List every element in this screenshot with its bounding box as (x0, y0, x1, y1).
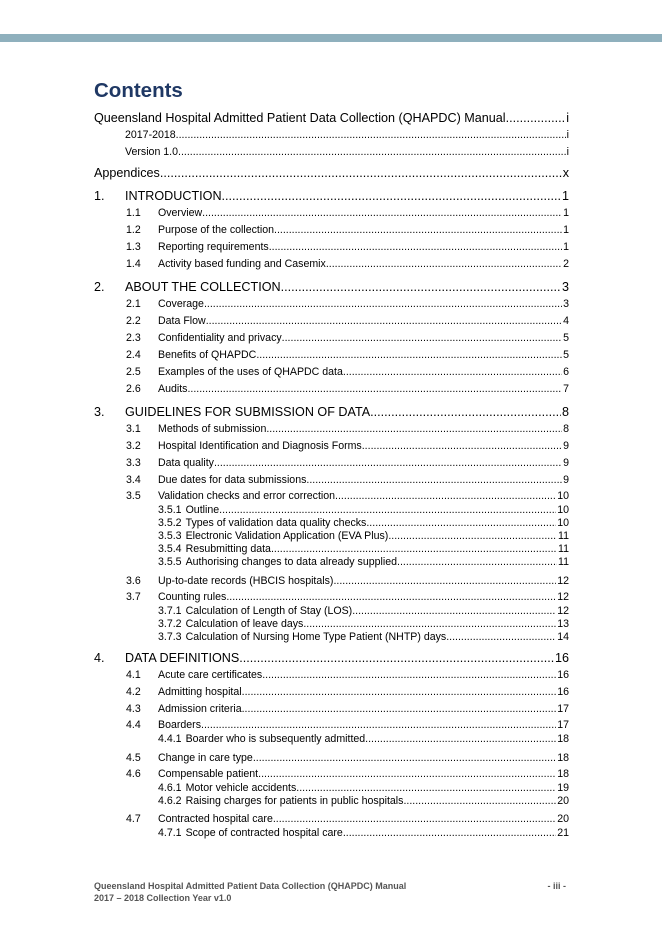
toc-subsubsection[interactable] (94, 530, 569, 543)
toc-page-number: 2 (563, 258, 569, 270)
toc-entry-title: GUIDELINES FOR SUBMISSION OF DATA (125, 405, 371, 419)
toc-dot-leader (271, 543, 557, 556)
toc-section[interactable] (94, 279, 569, 296)
toc-entry-number: 2.5 (126, 366, 141, 378)
toc-subsection[interactable] (94, 381, 569, 398)
toc-dot-leader (187, 381, 562, 398)
toc-page-number: 9 (563, 457, 569, 469)
toc-dot-leader (242, 684, 557, 701)
toc-dot-leader (296, 782, 556, 795)
toc-subsection[interactable] (94, 438, 569, 455)
toc-page-number: i (566, 111, 569, 125)
toc-entry-title: Motor vehicle accidents (185, 782, 297, 794)
toc-dot-leader (370, 404, 561, 421)
toc-dot-leader (239, 650, 554, 667)
toc-dot-leader (352, 605, 556, 618)
toc-entry-number: 3.3 (126, 457, 141, 469)
toc-page-number: 21 (557, 827, 569, 839)
toc-subsubsection[interactable] (94, 543, 569, 556)
toc-entry-title: Appendices (94, 166, 160, 180)
toc-entry-title: Confidentiality and privacy (158, 332, 282, 344)
toc-entry-number: 1. (94, 189, 105, 203)
toc-subsection[interactable] (94, 701, 569, 718)
toc-entry-number: 3.7.1 (158, 605, 182, 617)
toc-entry-number: 4. (94, 651, 105, 665)
toc-subsection[interactable] (94, 222, 569, 239)
toc-entry-number: 3.5.3 (158, 530, 182, 542)
toc-dot-leader (362, 438, 562, 455)
toc-entry-number: 3.5.1 (158, 504, 182, 516)
toc-page-number: 8 (563, 423, 569, 435)
toc-page-number: 5 (563, 349, 569, 361)
toc-entry-title: Methods of submission (158, 423, 267, 435)
toc-entry-number: 2.2 (126, 315, 141, 327)
toc-dot-leader (273, 812, 556, 827)
toc-entry-title: Calculation of leave days (185, 618, 304, 630)
toc-entry-number: 2.1 (126, 298, 141, 310)
toc-dot-leader (306, 472, 562, 489)
toc-dot-leader (274, 222, 562, 239)
toc-entry-title: Data quality (158, 457, 214, 469)
toc-subsubsection[interactable] (94, 733, 569, 746)
toc-entry-number: 4.6.2 (158, 795, 182, 807)
toc-dot-leader (343, 364, 562, 381)
toc-section[interactable] (94, 650, 569, 667)
toc-entry-title: Admission criteria (158, 703, 242, 715)
toc-entry-title: Audits (158, 383, 188, 395)
toc-subsection[interactable] (94, 684, 569, 701)
toc-entry-title: Validation checks and error correction (158, 490, 336, 502)
toc-dot-leader (326, 256, 562, 273)
toc-subsection[interactable] (94, 256, 569, 273)
toc-entry-number: 1.3 (126, 241, 141, 253)
toc-page-number: 18 (557, 768, 569, 780)
toc-entry-title: Version 1.0 (125, 146, 179, 158)
toc-front-entry[interactable] (94, 110, 569, 127)
toc-subsection[interactable] (94, 455, 569, 472)
toc-dot-leader (206, 313, 562, 330)
toc-entry-title: Acute care certificates (158, 669, 263, 681)
toc-entry-number: 2.6 (126, 383, 141, 395)
toc-page-number: 4 (563, 315, 569, 327)
toc-page-number: i (566, 129, 569, 141)
toc-page-number: 9 (563, 440, 569, 452)
toc-subsubsection[interactable] (94, 517, 569, 530)
toc-page-number: 16 (557, 686, 569, 698)
toc-page-number: 20 (557, 795, 569, 807)
toc-entry-title: Examples of the uses of QHAPDC data (158, 366, 343, 378)
toc-subsection[interactable] (94, 421, 569, 438)
toc-entry-number: 1.2 (126, 224, 141, 236)
toc-dot-leader (281, 279, 561, 296)
toc-dot-leader (201, 718, 556, 733)
toc-entry-number: 4.7 (126, 813, 141, 825)
toc-page-number: 14 (557, 631, 569, 643)
toc-entry-number: 3.2 (126, 440, 141, 452)
toc-entry-title: Electronic Validation Application (EVA Plus) (185, 530, 389, 542)
toc-dot-leader (242, 701, 557, 718)
toc-entry-title: Purpose of the collection (158, 224, 275, 236)
toc-entry-number: 1.1 (126, 207, 141, 219)
toc-front-subentry[interactable] (94, 127, 569, 144)
footer-page-number: - iii - (547, 881, 566, 891)
toc-entry-number: 3.5.5 (158, 556, 182, 568)
toc-entry-number: 4.7.1 (158, 827, 182, 839)
toc-entry-number: 3.6 (126, 575, 141, 587)
toc-entry-title: Resubmitting data (185, 543, 271, 555)
toc-dot-leader (303, 618, 556, 631)
toc-entry-number: 3.7 (126, 591, 141, 603)
toc-page-number: 11 (558, 543, 569, 555)
toc-page-number: 8 (561, 405, 569, 419)
toc-subsection[interactable] (94, 590, 569, 605)
toc-subsubsection[interactable] (94, 827, 569, 840)
toc-dot-leader (253, 750, 556, 767)
toc-subsection[interactable] (94, 489, 569, 504)
toc-page-number: 16 (554, 651, 569, 665)
toc-page-number: i (566, 146, 569, 158)
toc-entry-number: 4.1 (126, 669, 141, 681)
toc-entry-title: Counting rules (158, 591, 227, 603)
toc-subsection[interactable] (94, 296, 569, 313)
toc-dot-leader (222, 188, 561, 205)
toc-entry-number: 3.5 (126, 490, 141, 502)
toc-dot-leader (176, 127, 566, 144)
toc-entry-number: 3.4 (126, 474, 141, 486)
toc-subsection[interactable] (94, 767, 569, 782)
toc-entry-number: 4.3 (126, 703, 141, 715)
footer-manual-title: Queensland Hospital Admitted Patient Data Collection (QHAPDC) Manual (94, 881, 407, 891)
toc-page-number: 1 (561, 189, 569, 203)
toc-dot-leader (204, 296, 562, 313)
toc-entry-title: Up-to-date records (HBCIS hospitals) (158, 575, 334, 587)
toc-dot-leader (269, 239, 562, 256)
toc-entry-title: Benefits of QHAPDC (158, 349, 257, 361)
table-of-contents (94, 110, 569, 840)
toc-section[interactable] (94, 404, 569, 421)
toc-page-number: 20 (557, 813, 569, 825)
toc-page-number: 10 (557, 504, 569, 516)
toc-subsection[interactable] (94, 239, 569, 256)
toc-subsection[interactable] (94, 313, 569, 330)
toc-entry-title: Outline (185, 504, 220, 516)
toc-dot-leader (262, 667, 556, 684)
toc-entry-title: Coverage (158, 298, 204, 310)
toc-entry-title: 2017-2018 (125, 129, 176, 141)
toc-page-number: 19 (557, 782, 569, 794)
toc-subsection[interactable] (94, 472, 569, 489)
toc-entry-title: Contracted hospital care (158, 813, 273, 825)
toc-page-number: 6 (563, 366, 569, 378)
toc-page-number: 17 (557, 703, 569, 715)
toc-page-number: 1 (563, 224, 569, 236)
toc-entry-number: 2.3 (126, 332, 141, 344)
toc-entry-title: Overview (158, 207, 203, 219)
toc-dot-leader (258, 767, 556, 782)
toc-subsubsection[interactable] (94, 795, 569, 808)
toc-page-number: 11 (558, 530, 569, 542)
toc-entry-title: Admitting hospital (158, 686, 242, 698)
toc-entry-title: Queensland Hospital Admitted Patient Data Collection (QHAPDC) Manual (94, 111, 506, 125)
toc-entry-title: Scope of contracted hospital care (185, 827, 343, 839)
toc-page-number: 5 (563, 332, 569, 344)
toc-page-number: 1 (563, 241, 569, 253)
toc-entry-number: 2. (94, 280, 105, 294)
toc-page-number: 12 (557, 575, 569, 587)
toc-page-number: 1 (563, 207, 569, 219)
toc-entry-title: Hospital Identification and Diagnosis Forms (158, 440, 362, 452)
toc-dot-leader (256, 347, 562, 364)
toc-entry-title: Due dates for data submissions (158, 474, 307, 486)
toc-entry-title: Boarders (158, 719, 201, 731)
toc-entry-number: 3.1 (126, 423, 141, 435)
toc-entry-number: 2.4 (126, 349, 141, 361)
toc-entry-number: 4.2 (126, 686, 141, 698)
header-band (0, 34, 662, 42)
toc-subsection[interactable] (94, 573, 569, 590)
toc-entry-title: Types of validation data quality checks (185, 517, 367, 529)
toc-page-number: 9 (563, 474, 569, 486)
toc-dot-leader (446, 631, 556, 644)
toc-entry-title: Change in care type (158, 752, 253, 764)
toc-subsection[interactable] (94, 750, 569, 767)
toc-page-number: 10 (557, 490, 569, 502)
page-footer (94, 880, 566, 904)
toc-dot-leader (388, 530, 557, 543)
toc-page-number: 16 (557, 669, 569, 681)
toc-dot-leader (219, 504, 556, 517)
toc-subsubsection[interactable] (94, 504, 569, 517)
toc-subsubsection[interactable] (94, 556, 569, 569)
toc-entry-number: 3.7.2 (158, 618, 182, 630)
toc-entry-title: Calculation of Nursing Home Type Patient (NHTP) days (185, 631, 447, 643)
toc-dot-leader (214, 455, 562, 472)
toc-page-number: 17 (557, 719, 569, 731)
toc-page-number: 18 (557, 733, 569, 745)
toc-entry-title: Authorising changes to data already supplied (185, 556, 397, 568)
toc-subsection[interactable] (94, 812, 569, 827)
toc-dot-leader (335, 489, 556, 504)
toc-front-entry[interactable] (94, 165, 569, 182)
toc-dot-leader (343, 827, 556, 840)
toc-entry-title: ABOUT THE COLLECTION (125, 280, 281, 294)
toc-entry-title: DATA DEFINITIONS (125, 651, 240, 665)
toc-dot-leader (365, 733, 556, 746)
toc-page-number: 10 (557, 517, 569, 529)
toc-dot-leader (282, 330, 562, 347)
toc-subsection[interactable] (94, 718, 569, 733)
toc-entry-title: Reporting requirements (158, 241, 269, 253)
toc-entry-title: INTRODUCTION (125, 189, 222, 203)
toc-dot-leader (403, 795, 556, 808)
toc-subsection[interactable] (94, 205, 569, 222)
toc-dot-leader (178, 144, 566, 161)
toc-subsection[interactable] (94, 330, 569, 347)
toc-page-number: 13 (557, 618, 569, 630)
toc-entry-number: 1.4 (126, 258, 141, 270)
toc-subsection[interactable] (94, 364, 569, 381)
toc-entry-title: Raising charges for patients in public hospitals (185, 795, 404, 807)
toc-entry-number: 4.4.1 (158, 733, 182, 745)
toc-dot-leader (226, 590, 556, 605)
document-page (94, 78, 569, 844)
toc-front-subentry[interactable] (94, 144, 569, 161)
toc-entry-title: Boarder who is subsequently admitted (185, 733, 366, 745)
toc-entry-title: Calculation of Length of Stay (LOS) (185, 605, 353, 617)
toc-page-number: 3 (561, 280, 569, 294)
toc-dot-leader (506, 110, 566, 127)
toc-dot-leader (266, 421, 562, 438)
toc-entry-number: 3.5.4 (158, 543, 182, 555)
toc-subsubsection[interactable] (94, 631, 569, 644)
toc-dot-leader (333, 573, 556, 590)
footer-collection-year: 2017 – 2018 Collection Year v1.0 (94, 893, 232, 903)
toc-dot-leader (397, 556, 557, 569)
toc-entry-title: Compensable patient (158, 768, 259, 780)
toc-subsubsection[interactable] (94, 782, 569, 795)
toc-subsection[interactable] (94, 347, 569, 364)
contents-title: Contents (94, 79, 183, 102)
toc-page-number: 12 (557, 591, 569, 603)
toc-page-number: 7 (563, 383, 569, 395)
toc-page-number: 12 (557, 605, 569, 617)
toc-entry-number: 4.5 (126, 752, 141, 764)
toc-entry-number: 4.6.1 (158, 782, 182, 794)
toc-page-number: 18 (557, 752, 569, 764)
toc-entry-number: 4.4 (126, 719, 141, 731)
toc-entry-title: Data Flow (158, 315, 206, 327)
toc-section[interactable] (94, 188, 569, 205)
toc-entry-title: Activity based funding and Casemix (158, 258, 326, 270)
toc-dot-leader (202, 205, 562, 222)
toc-entry-number: 3.7.3 (158, 631, 182, 643)
toc-page-number: x (562, 166, 569, 180)
toc-subsubsection[interactable] (94, 605, 569, 618)
toc-entry-number: 3.5.2 (158, 517, 182, 529)
toc-dot-leader (160, 165, 562, 182)
toc-subsubsection[interactable] (94, 618, 569, 631)
toc-entry-number: 3. (94, 405, 105, 419)
toc-entry-number: 4.6 (126, 768, 141, 780)
toc-page-number: 11 (558, 556, 569, 568)
toc-page-number: 3 (563, 298, 569, 310)
toc-subsection[interactable] (94, 667, 569, 684)
toc-dot-leader (366, 517, 556, 530)
